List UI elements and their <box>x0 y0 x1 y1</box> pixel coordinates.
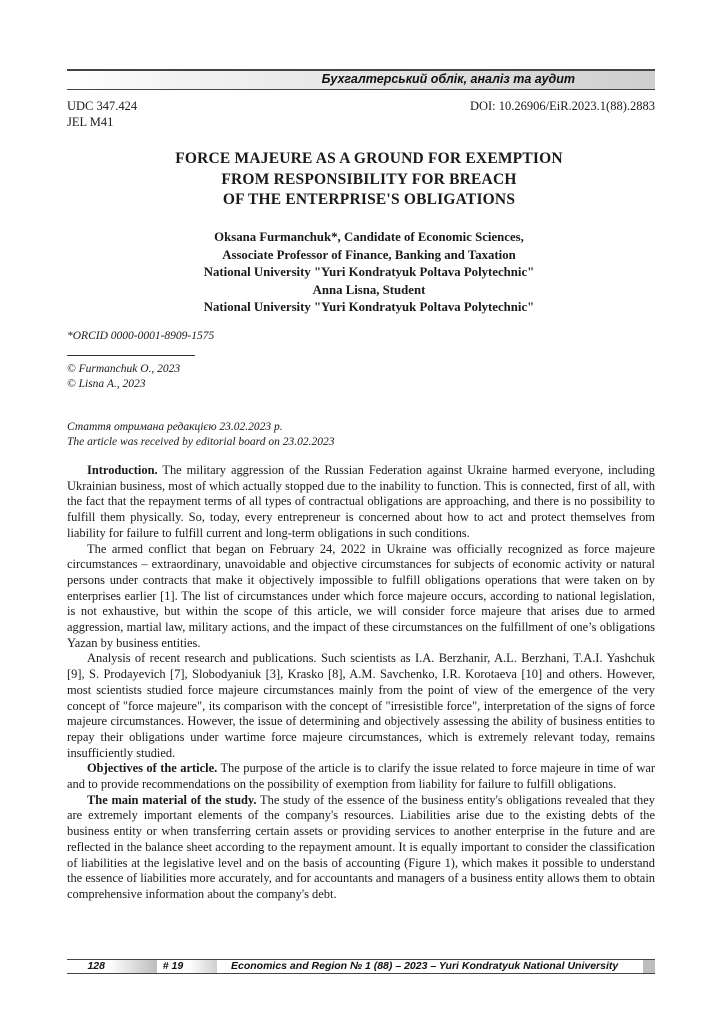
author-line-4: Anna Lisna, Student <box>312 282 426 297</box>
udc-code: UDC 347.424 <box>67 99 138 113</box>
received-date <box>67 420 334 450</box>
paragraph-text: The military aggression of the Russian Federation against Ukraine harmed everyone, including Ukrainian business, most of which actually stopped due to the inability to function. This is connected, first of all, with the fact that the repayment terms of all types of contractual obligations are approaching, and there is no possibility to fulfill them physically. So, today, every entrepreneur is concerned about how to act and protect themselves from liability for failure to fulfill current and long-term obligations in such conditions. <box>67 463 655 540</box>
paragraph-objectives <box>67 761 655 792</box>
author-line-5: National University "Yuri Kondratyuk Poltava Polytechnic" <box>203 300 535 314</box>
paragraph-text: The study of the essence of the business entity's obligations revealed that they are extremely important elements of the company's resources. Liabilities arise due to the existing debts of the business entity or when transferring certain assets or providing services to another enterprise in the future and are reflected in the balance sheet according to the repayment amount. It is equally important to consider the classification of liabilities at the legislative level and on the basis of accounting (Figure 1), which makes it possible to understand the essence of liabilities more accurately, and for accountants and managers of a business entity allows them to obtain comprehensive information about the company's debt. <box>67 792 655 901</box>
issue-number: # 19 <box>162 960 184 972</box>
received-ua: Стаття отримана редакцією 23.02.2023 р. <box>67 421 283 433</box>
copyright-notice <box>67 362 180 392</box>
heading-introduction: Introduction. <box>87 463 158 477</box>
author-line-2: Associate Professor of Finance, Banking and Taxation <box>222 247 516 262</box>
page-number: 128 <box>87 960 105 972</box>
heading-main-material: The main material of the study. <box>87 792 257 807</box>
doi: DOI: 10.26906/EiR.2023.1(88).2883 <box>469 99 655 113</box>
footer-shade <box>643 960 655 973</box>
paragraph-literature-review: Analysis of recent research and publications. Such scientists as I.A. Berzhanir, A.L. Berzhani, T.A.I. Yashchuk [9], S. Prodayevich [7], Slobodyaniuk [3], Krasko [8], A.M. Savchenko, I.R. Korotaeva [10] and others. However, most scientists studied force majeure circumstances mainly from the point of view of the emergence of the very concept of "force majeure", its comparison with the concept of "irresistible force", interpretation of the signs of force majeure circumstances. However, the issue of determining and objectively assessing the ability of business entities to repay their obligations under wartime force majeure circumstances, which is extremely relevant today, remains insufficiently studied. <box>67 651 655 760</box>
title-line-1: FORCE MAJEURE AS A GROUND FOR EXEMPTION <box>175 150 563 167</box>
author-block <box>67 229 671 317</box>
paragraph-armed-conflict: The armed conflict that began on February 24, 2022 in Ukraine was officially recognized as force majeure circumstances – extraordinary, unavoidable and objective circumstances for subjects of economic activity or natural persons under contracts that make it objectively impossible to fulfill obligations operations that were taken on by enterprises earlier [1]. The list of circumstances under which force majeure occurs, according to national legislation, is not exhaustive, but within the scope of this article, we will consider force majeure that arises due to armed aggression, martial law, military actions, and the impact of these circumstances on the fulfillment of one’s obligations Yazan by business entities. <box>67 541 655 650</box>
author-line-1: Oksana Furmanchuk*, Candidate of Economic Sciences, <box>214 230 524 244</box>
title-line-3: OF THE ENTERPRISE'S OBLIGATIONS <box>222 191 516 208</box>
title-line-2: FROM RESPONSIBILITY FOR BREACH <box>221 170 517 188</box>
footer-shade <box>109 960 157 973</box>
orcid-note: *ORCID 0000-0001-8909-1575 <box>67 330 215 342</box>
article-title <box>67 149 671 211</box>
received-en: The article was received by editorial board on 23.02.2023 <box>67 436 335 448</box>
jel-code: JEL M41 <box>67 115 114 129</box>
paragraph-text: The purpose of the article is to clarify the issue related to force majeure in time of war and to provide recommendations on the possibility of exemption from liability for failure to fulfill obligations. <box>67 761 655 792</box>
running-footer <box>67 959 655 974</box>
journal-title-ua: Бухгалтерський облік, аналіз та аудит <box>321 72 575 86</box>
copyright-line-1: © Furmanchuk O., 2023 <box>67 363 181 375</box>
copyright-line-2: © Lisna A., 2023 <box>67 378 146 390</box>
paragraph-main-material <box>67 793 655 903</box>
author-line-3: National University "Yuri Kondratyuk Poltava Polytechnic" <box>203 265 535 279</box>
journal-title-en: Economics and Region № 1 (88) – 2023 – Yuri Kondratyuk National University <box>231 960 619 972</box>
running-header <box>67 69 655 90</box>
heading-objectives: Objectives of the article. <box>87 761 218 776</box>
footer-shade <box>189 960 217 973</box>
classification-codes <box>67 98 137 130</box>
article-body <box>67 463 655 903</box>
paragraph-introduction <box>67 463 655 542</box>
footnote-divider <box>67 355 195 356</box>
